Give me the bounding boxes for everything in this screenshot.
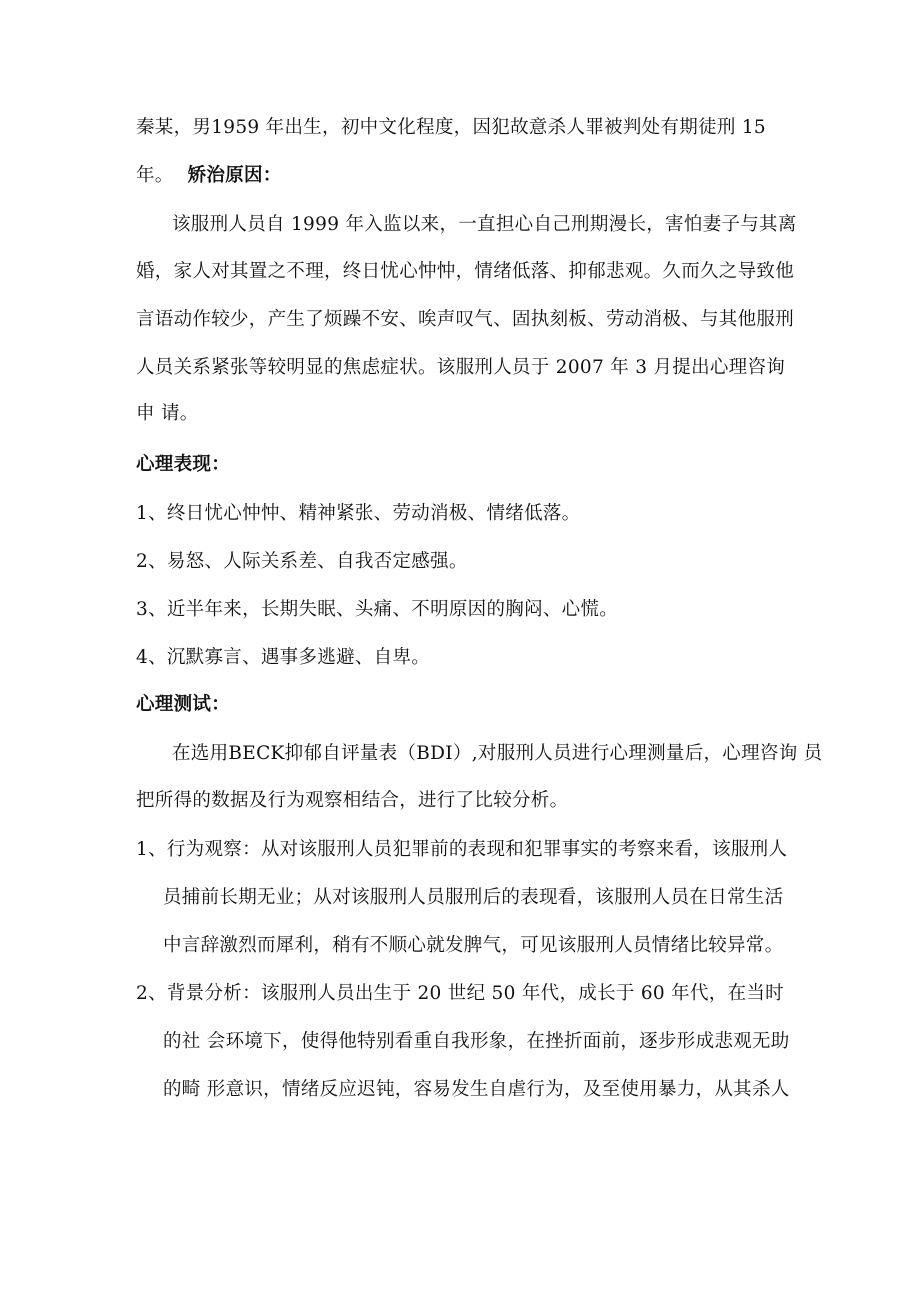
symptom-item-4: 4、沉默寡言、遇事多逃避、自卑。 bbox=[136, 647, 431, 668]
background-analysis-line-1: 2、背景分析：该服刑人员出生于 20 世纪 50 年代，成长于 60 年代，在当时 bbox=[136, 983, 784, 1004]
testing-heading: 心理测试： bbox=[136, 694, 231, 715]
background-analysis-line-3: 的畸 形意识，情绪反应迟钝，容易发生自虐行为，及至使用暴力，从其杀人 bbox=[163, 1079, 790, 1100]
correction-reason-heading: 矫治原因： bbox=[187, 165, 282, 186]
behavior-observation-line-3: 中言辞激烈而犀利，稍有不顺心就发脾气，可见该服刑人员情绪比较异常。 bbox=[163, 935, 784, 956]
behavior-observation-line-1: 1、行为观察：从对该服刑人员犯罪前的表现和犯罪事实的考察来看，该服刑人 bbox=[136, 839, 788, 860]
intro-line-1: 秦某，男1959 年出生，初中文化程度，因犯故意杀人罪被判处有期徒刑 15 bbox=[136, 117, 766, 138]
background-analysis-line-2: 的社 会环境下，使得他特别看重自我形象，在挫折面前，逐步形成悲观无助 bbox=[163, 1031, 790, 1052]
testing-paragraph-line-1: 在选用BECK抑郁自评量表（BDI）,对服刑人员进行心理测量后，心理咨询 员 bbox=[172, 743, 823, 764]
testing-paragraph-line-2: 把所得的数据及行为观察相结合，进行了比较分析。 bbox=[136, 790, 569, 811]
intro-line-2-text: 年。 bbox=[136, 165, 174, 186]
reason-line-3: 言语动作较少，产生了烦躁不安、唉声叹气、固执刻板、劳动消极、与其他服刑 bbox=[136, 309, 795, 330]
reason-line-5: 申 请。 bbox=[136, 403, 199, 424]
reason-line-2: 婚，家人对其置之不理，终日忧心忡忡，情绪低落、抑郁悲观。久而久之导致他 bbox=[136, 261, 795, 282]
symptom-item-3: 3、近半年来，长期失眠、头痛、不明原因的胸闷、心慌。 bbox=[136, 599, 619, 620]
behavior-observation-line-2: 员捕前长期无业；从对该服刑人员服刑后的表现看，该服刑人员在日常生活 bbox=[163, 887, 784, 908]
intro-line-2 bbox=[136, 164, 282, 188]
symptom-item-1: 1、终日忧心忡忡、精神紧张、劳动消极、情绪低落。 bbox=[136, 503, 581, 524]
symptom-item-2: 2、易怒、人际关系差、自我否定感强。 bbox=[136, 551, 468, 572]
symptoms-heading: 心理表现： bbox=[136, 454, 231, 475]
reason-line-4: 人员关系紧张等较明显的焦虑症状。该服刑人员于 2007 年 3 月提出心理咨询 bbox=[136, 357, 786, 378]
reason-line-1: 该服刑人员自 1999 年入监以来，一直担心自己刑期漫长，害怕妻子与其离 bbox=[172, 214, 797, 235]
